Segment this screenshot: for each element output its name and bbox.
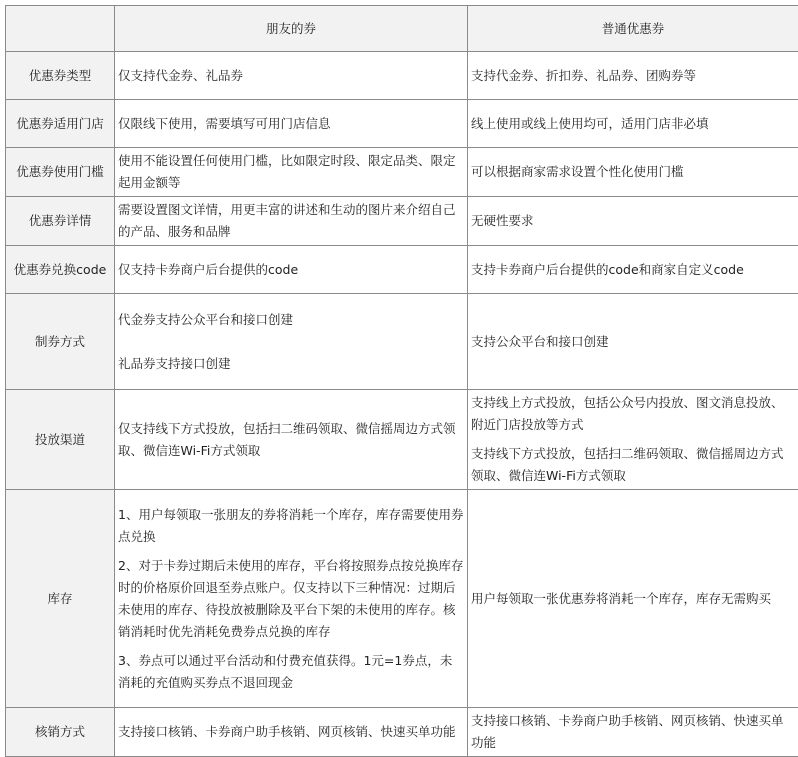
cell-text: 支持卡券商户后台提供的code和商家自定义code — [471, 259, 795, 281]
regular-coupon-cell — [468, 246, 798, 294]
friend-coupon-cell — [115, 197, 468, 246]
friend-coupon-cell — [115, 148, 468, 197]
friend-coupon-cell — [115, 246, 468, 294]
cell-text: 支持接口核销、卡券商户助手核销、网页核销、快速买单功能 — [471, 710, 795, 754]
table-row — [6, 490, 798, 708]
cell-text: 仅支持代金券、礼品券 — [118, 65, 464, 87]
row-label: 核销方式 — [6, 708, 115, 757]
cell-text: 代金券支持公众平台和接口创建 — [118, 309, 464, 331]
table-row — [6, 246, 798, 294]
cell-text: 可以根据商家需求设置个性化使用门槛 — [471, 161, 795, 183]
cell-text: 仅支持线下方式投放，包括扫二维码领取、微信摇周边方式领取、微信连Wi-Fi方式领取 — [118, 418, 464, 462]
regular-coupon-cell — [468, 708, 798, 757]
cell-text: 用户每领取一张优惠券将消耗一个库存，库存无需购买 — [471, 588, 795, 610]
friend-coupon-cell — [115, 294, 468, 390]
regular-coupon-cell — [468, 490, 798, 708]
cell-text: 支持线下方式投放，包括扫二维码领取、微信摇周边方式领取、微信连Wi-Fi方式领取 — [471, 443, 795, 487]
friend-coupon-cell — [115, 708, 468, 757]
row-label: 优惠券详情 — [6, 197, 115, 246]
table-row — [6, 294, 798, 390]
row-label: 库存 — [6, 490, 115, 708]
row-label: 制券方式 — [6, 294, 115, 390]
cell-text: 支持接口核销、卡券商户助手核销、网页核销、快速买单功能 — [118, 721, 464, 743]
table-row — [6, 148, 798, 197]
table-row — [6, 390, 798, 490]
cell-text: 3、券点可以通过平台活动和付费充值获得。1元=1券点，未消耗的充值购买券点不退回现金 — [118, 650, 464, 694]
row-label: 优惠券使用门槛 — [6, 148, 115, 197]
comparison-table — [5, 5, 798, 757]
friend-coupon-cell — [115, 100, 468, 148]
cell-text: 仅支持卡券商户后台提供的code — [118, 259, 464, 281]
cell-text: 礼品券支持接口创建 — [118, 353, 464, 375]
cell-text: 2、对于卡券过期后未使用的库存，平台将按照券点按兑换库存时的价格原价回退至券点账户。仅支持以下三种情况：过期后未使用的库存、待投放被删除及平台下架的未使用的库存。核销消耗时优先消耗免费券点兑换的库存 — [118, 555, 464, 643]
header-friend-coupon: 朋友的券 — [115, 6, 468, 52]
regular-coupon-cell — [468, 148, 798, 197]
cell-text: 1、用户每领取一张朋友的券将消耗一个库存，库存需要使用券点兑换 — [118, 504, 464, 548]
friend-coupon-cell — [115, 490, 468, 708]
regular-coupon-cell — [468, 197, 798, 246]
row-label: 优惠券类型 — [6, 52, 115, 100]
table-row — [6, 52, 798, 100]
table-row — [6, 197, 798, 246]
friend-coupon-cell — [115, 52, 468, 100]
header-row — [6, 6, 798, 52]
regular-coupon-cell — [468, 390, 798, 490]
row-label: 优惠券适用门店 — [6, 100, 115, 148]
cell-text: 线上使用或线上使用均可，适用门店非必填 — [471, 113, 795, 135]
cell-text: 需要设置图文详情，用更丰富的讲述和生动的图片来介绍自己的产品、服务和品牌 — [118, 199, 464, 243]
friend-coupon-cell — [115, 390, 468, 490]
row-label: 优惠券兑换code — [6, 246, 115, 294]
row-label: 投放渠道 — [6, 390, 115, 490]
regular-coupon-cell — [468, 294, 798, 390]
cell-text: 支持线上方式投放，包括公众号内投放、图文消息投放、附近门店投放等方式 — [471, 392, 795, 436]
header-corner-cell — [6, 6, 115, 52]
cell-text: 支持公众平台和接口创建 — [471, 331, 795, 353]
cell-text: 支持代金券、折扣券、礼品券、团购券等 — [471, 65, 795, 87]
cell-text: 使用不能设置任何使用门槛，比如限定时段、限定品类、限定起用金额等 — [118, 150, 464, 194]
header-regular-coupon: 普通优惠券 — [468, 6, 798, 52]
cell-text: 仅限线下使用，需要填写可用门店信息 — [118, 113, 464, 135]
cell-text: 无硬性要求 — [471, 210, 795, 232]
table-row — [6, 100, 798, 148]
table-row — [6, 708, 798, 757]
regular-coupon-cell — [468, 52, 798, 100]
regular-coupon-cell — [468, 100, 798, 148]
